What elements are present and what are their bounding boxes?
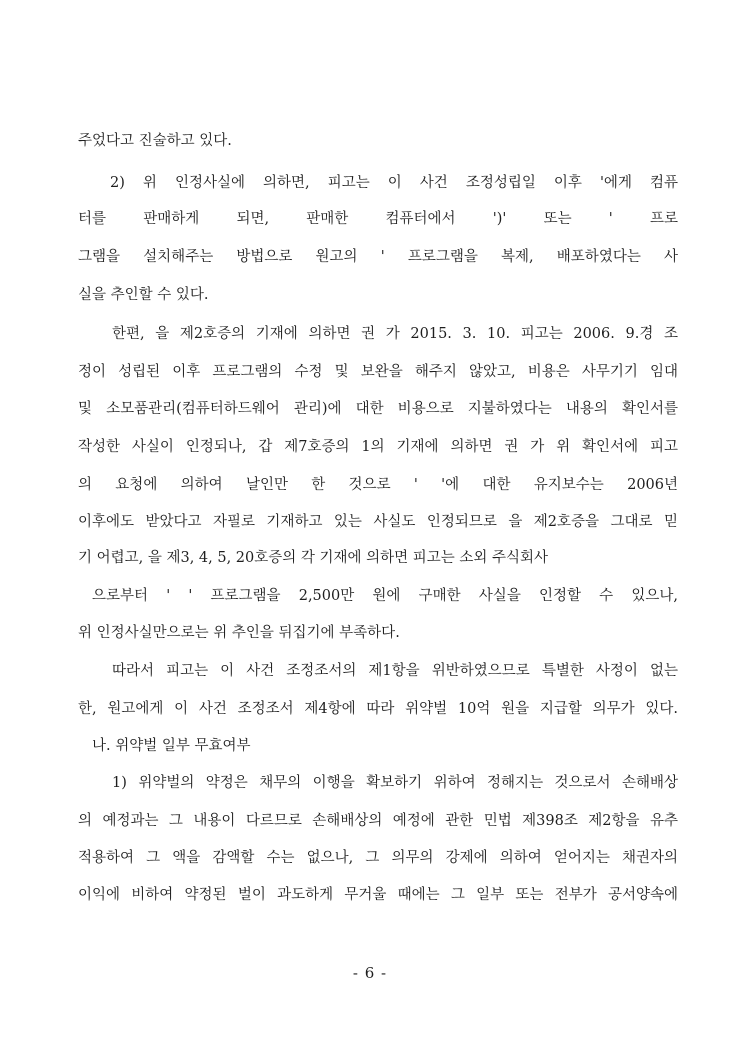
text-line: 기 어렵고, 을 제3, 4, 5, 20호증의 각 기재에 의하면 피고는 소외 주식회사	[78, 550, 549, 566]
text-line: 및 소모품관리(컴퓨터하드웨어 관리)에 대한 비용으로 지불하였다는 내용의 확인서를	[78, 401, 678, 417]
text-line: 이익에 비하여 약정된 벌이 과도하게 무거울 때에는 그 일부 또는 전부가 공서양속에	[78, 887, 678, 903]
page-number: - 6 -	[352, 964, 388, 982]
text-line: 실을 추인할 수 있다.	[78, 287, 209, 303]
text-line: 이후에도 받았다고 자필로 기재하고 있는 사실도 인정되므로 을 제2호증을 그대로 믿	[78, 514, 678, 530]
text-line: 한편, 을 제2호증의 기재에 의하면 권 가 2015. 3. 10. 피고는 2006. 9.경 조	[112, 326, 678, 342]
text-line: 그램을 설치해주는 방법으로 원고의 ' 프로그램을 복제, 배포하였다는 사	[78, 249, 678, 265]
text-line: 작성한 사실이 인정되나, 갑 제7호증의 1의 기재에 의하면 권 가 위 확인서에 피고	[78, 439, 678, 455]
text-line: 주었다고 진술하고 있다.	[78, 133, 232, 149]
text-line: 의 예정과는 그 내용이 다르므로 손해배상의 예정에 관한 민법 제398조 제2항을 유추	[78, 813, 678, 829]
text-line: 2) 위 인정사실에 의하면, 피고는 이 사건 조정성립일 이후 '에게 컴퓨	[110, 175, 678, 191]
text-line: 으로부터 ' ' 프로그램을 2,500만 원에 구매한 사실을 인정할 수 있으나,	[92, 588, 678, 604]
text-line: 의 요청에 의하여 날인만 한 것으로 ' '에 대한 유지보수는 2006년	[78, 477, 678, 493]
text-line: 정이 성립된 이후 프로그램의 수정 및 보완을 해주지 않았고, 비용은 사무기기 임대	[78, 364, 678, 380]
text-line: 1) 위약벌의 약정은 채무의 이행을 확보하기 위하여 정해지는 것으로서 손해배상	[112, 775, 678, 791]
text-line: 터를 판매하게 되면, 판매한 컴퓨터에서 ')' 또는 ' 프로	[78, 211, 678, 227]
text-line: 한, 원고에게 이 사건 조정조서 제4항에 따라 위약벌 10억 원을 지급할 의무가 있다.	[78, 701, 678, 717]
section-heading: 나. 위약벌 일부 무효여부	[92, 738, 251, 754]
text-line: 위 인정사실만으로는 위 추인을 뒤집기에 부족하다.	[78, 625, 400, 641]
text-line: 따라서 피고는 이 사건 조정조서의 제1항을 위반하였으므로 특별한 사정이 없는	[112, 663, 678, 679]
text-line: 적용하여 그 액을 감액할 수는 없으나, 그 의무의 강제에 의하여 얻어지는 채권자의	[78, 850, 678, 866]
